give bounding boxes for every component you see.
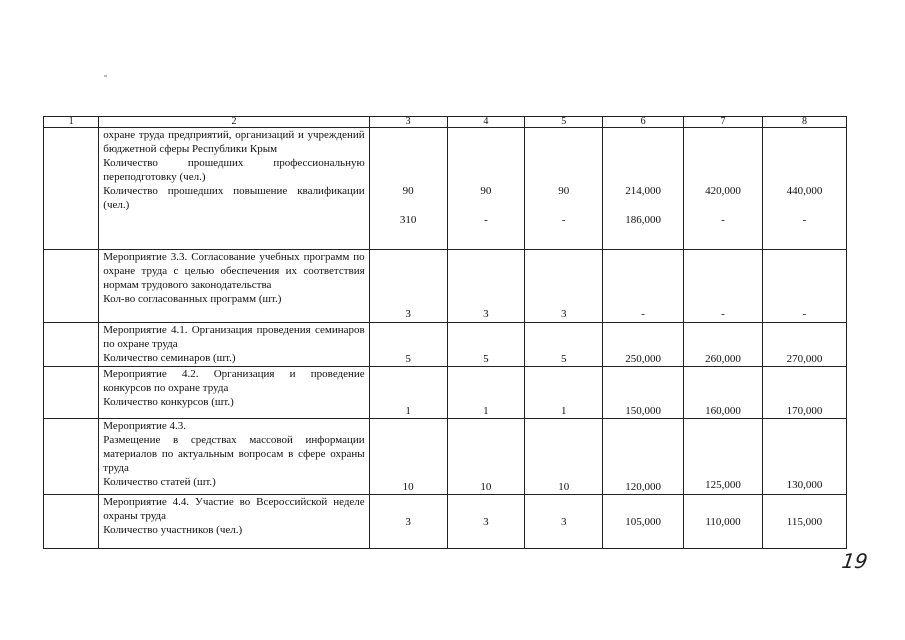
value: 3: [483, 308, 489, 320]
value-cell: [525, 367, 603, 419]
value-cell: [525, 495, 603, 549]
description-cell: [99, 367, 369, 419]
value: -: [802, 308, 807, 320]
value-cell: [684, 367, 763, 419]
value: -: [641, 308, 645, 320]
description-cell: [99, 128, 369, 250]
value: 150,000: [625, 405, 661, 417]
value: 110,000: [705, 516, 741, 528]
description-line: Размещение в средствах массовой информации материалов по актуальным вопросам в сфере охраны труда: [103, 434, 365, 474]
value: 5: [561, 353, 567, 365]
table-row: [44, 250, 847, 323]
value-cell: [369, 495, 447, 549]
table-row: [44, 367, 847, 419]
column-header: 2: [99, 117, 369, 128]
value: 420,000: [705, 185, 741, 197]
value-cell: [762, 250, 846, 323]
value-cell: [603, 419, 684, 495]
value-cell: [762, 323, 846, 367]
value: -: [484, 214, 488, 226]
column-header: 7: [684, 117, 763, 128]
value-cell: [369, 128, 447, 250]
value: 10: [480, 481, 492, 493]
value-cell: [525, 128, 603, 250]
description-line: Количество статей (шт.): [103, 476, 216, 488]
row-index-cell: [44, 367, 99, 419]
value-cell: [603, 367, 684, 419]
value: 186,000: [625, 214, 661, 226]
value-cell: [369, 323, 447, 367]
value: -: [721, 214, 725, 226]
value: 260,000: [705, 353, 741, 365]
table-row: [44, 323, 847, 367]
value-cell: [762, 128, 846, 250]
value: 250,000: [625, 353, 661, 365]
value: 214,000: [625, 185, 661, 197]
value-cell: [603, 250, 684, 323]
value: 3: [405, 516, 411, 528]
row-index-cell: [44, 250, 99, 323]
value: 160,000: [705, 405, 741, 417]
value: 3: [483, 516, 489, 528]
table-row: [44, 495, 847, 549]
description-cell: [99, 323, 369, 367]
column-header: 6: [603, 117, 684, 128]
value-cell: [684, 323, 763, 367]
description-cell: [99, 419, 369, 495]
row-index-cell: [44, 419, 99, 495]
column-number-row: [44, 117, 847, 128]
handwritten-page-number: 19: [840, 549, 870, 573]
value-cell: [603, 128, 684, 250]
value-cell: [447, 367, 525, 419]
value: 125,000: [705, 479, 741, 491]
measures-table: [43, 116, 847, 549]
value: 3: [561, 516, 567, 528]
value-cell: [447, 250, 525, 323]
value-cell: [447, 419, 525, 495]
value: 170,000: [786, 405, 823, 417]
value-cell: [369, 419, 447, 495]
value: 10: [558, 481, 570, 493]
value-cell: [684, 128, 763, 250]
value: 3: [405, 308, 411, 320]
value-cell: [762, 419, 846, 495]
value: 270,000: [786, 353, 823, 365]
column-header: 1: [44, 117, 99, 128]
value: 310: [399, 214, 417, 226]
description-line: Мероприятие 4.2. Организация и проведение конкурсов по охране труда: [103, 368, 365, 394]
scan-speck: [104, 75, 107, 77]
row-index-cell: [44, 128, 99, 250]
value: 5: [405, 353, 411, 365]
value: -: [561, 214, 566, 226]
value-cell: [603, 323, 684, 367]
value: 10: [402, 481, 414, 493]
value: 1: [483, 405, 489, 417]
description-line: Мероприятие 4.1. Организация проведения семинаров по охране труда: [103, 324, 365, 350]
description-line: Количество участников (чел.): [103, 524, 243, 536]
value-cell: [684, 250, 763, 323]
value-cell: [762, 367, 846, 419]
table-row: [44, 128, 847, 250]
row-index-cell: [44, 495, 99, 549]
value: 5: [483, 353, 489, 365]
description-line: Количество прошедших повышение квалификации (чел.): [103, 185, 365, 211]
table-row: [44, 419, 847, 495]
value-cell: [447, 128, 525, 250]
column-header: 3: [369, 117, 447, 128]
value-cell: [369, 367, 447, 419]
column-header: 8: [762, 117, 846, 128]
value: 130,000: [786, 479, 823, 491]
value: 115,000: [786, 516, 823, 528]
value-cell: [684, 419, 763, 495]
value-cell: [525, 419, 603, 495]
value: 90: [558, 185, 570, 197]
column-header: 5: [525, 117, 603, 128]
row-index-cell: [44, 323, 99, 367]
value: -: [721, 308, 725, 320]
value-cell: [369, 250, 447, 323]
value: 440,000: [786, 185, 823, 197]
description-line: Количество семинаров (шт.): [103, 352, 236, 364]
value: 90: [402, 185, 414, 197]
value-cell: [447, 495, 525, 549]
value-cell: [525, 323, 603, 367]
value-cell: [684, 495, 763, 549]
description-cell: [99, 250, 369, 323]
description-line: охране труда предприятий, организаций и учреждений бюджетной сферы Республики Крым: [103, 129, 365, 155]
description-line: Количество прошедших профессиональную переподготовку (чел.): [103, 157, 365, 183]
value: 3: [561, 308, 567, 320]
value-cell: [525, 250, 603, 323]
value: -: [802, 214, 807, 226]
description-line: Мероприятие 4.4. Участие во Всероссийской неделе охраны труда: [103, 496, 365, 522]
value: 1: [561, 405, 567, 417]
description-line: Мероприятие 3.3. Согласование учебных программ по охране труда с целью обеспечения их соответствия нормам трудового законодательства: [103, 251, 365, 291]
value-cell: [603, 495, 684, 549]
description-line: Мероприятие 4.3.: [103, 420, 186, 432]
value: 120,000: [625, 481, 661, 493]
value-cell: [762, 495, 846, 549]
column-header: 4: [447, 117, 525, 128]
value: 105,000: [625, 516, 661, 528]
value-cell: [447, 323, 525, 367]
description-cell: [99, 495, 369, 549]
description-line: Количество конкурсов (шт.): [103, 396, 234, 408]
value: 90: [480, 185, 492, 197]
description-line: Кол-во согласованных программ (шт.): [103, 293, 282, 305]
value: 1: [405, 405, 411, 417]
